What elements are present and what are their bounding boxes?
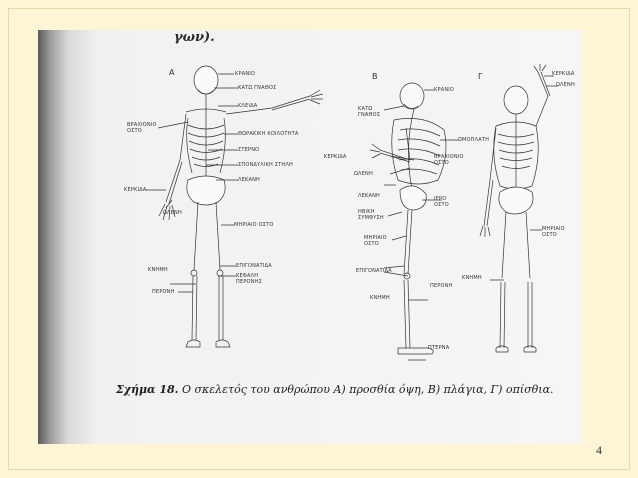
label-kleida: ΚΛΕΙΔΑ <box>238 103 258 109</box>
label-sterno: ΣΤΕΡΝΟ <box>238 147 260 153</box>
scanned-figure <box>38 30 582 444</box>
label-b-epigonatida: ΕΠΙΓΟΝΑΤΙΔΑ <box>356 268 392 274</box>
label-c-kerkida: ΚΕΡΚΙΔΑ <box>552 71 575 77</box>
label-kefali-peronis: ΚΕΦΑΛΗ ΠΕΡΟΝΗΣ <box>236 273 262 285</box>
label-thorakiki: ΘΩΡΑΚΙΚΗ ΚΟΙΛΟΤΗΤΑ <box>238 131 299 137</box>
label-b-olevi: ΩΛΕΝΗ <box>354 171 373 177</box>
header-fragment: γων). <box>174 30 215 45</box>
view-letter-c: Γ <box>478 72 483 81</box>
label-b-miriaio: ΜΗΡΙΑΙΟ ΟΣΤΟ <box>364 235 387 247</box>
label-peroni: ΠΕΡΟΝΗ <box>152 289 175 295</box>
label-b-knimi: ΚΝΗΜΗ <box>370 295 390 301</box>
label-lekani: ΛΕΚΑΝΗ <box>238 177 260 183</box>
label-b-ivik: ΗΒΙΚΗ ΣΥΜΦΥΣΗ <box>358 209 384 221</box>
label-b-omoplati: ΩΜΟΠΛΑΤΗ <box>458 137 490 143</box>
label-kranio: ΚΡΑΝΙΟ <box>235 71 256 77</box>
label-spondyliki: ΣΠΟΝΔΥΛΙΚΗ ΣΤΗΛΗ <box>238 162 293 168</box>
label-b-vrachionio: ΒΡΑΧΙΟΝΙΟ ΟΣΤΟ <box>434 154 464 166</box>
label-epigonatida: ΕΠΙΓΟΝΑΤΙΔΑ <box>236 263 272 269</box>
skeleton-illustration <box>38 30 582 444</box>
label-b-kato-gnathos: ΚΑΤΩ ΓΝΑΘΟΣ <box>358 106 381 118</box>
label-c-miriaio: ΜΗΡΙΑΙΟ ΟΣΤΟ <box>542 226 565 238</box>
label-b-peroni: ΠΕΡΟΝΗ <box>430 283 453 289</box>
label-c-knimi: ΚΝΗΜΗ <box>462 275 482 281</box>
label-olevi: ΩΛΕΝΗ <box>163 210 182 216</box>
label-kerkida: ΚΕΡΚΙΔΑ <box>124 187 147 193</box>
label-miriaio: ΜΗΡΙΑΙΟ ΟΣΤΟ <box>234 222 274 228</box>
skeleton-front <box>146 66 323 347</box>
label-b-kerkida: ΚΕΡΚΙΔΑ <box>324 154 347 160</box>
skeleton-back <box>480 64 558 352</box>
skeleton-side <box>370 83 458 360</box>
page-number: 4 <box>596 443 602 457</box>
caption-label: Σχήμα 18. <box>116 383 179 396</box>
view-letter-b: B <box>372 72 378 81</box>
figure-caption <box>116 383 554 396</box>
caption-text: Ο σκελετός του ανθρώπου Α) προσθία όψη, Β) πλάγια, Γ) οπίσθια. <box>178 383 554 396</box>
label-b-iero: ΙΕΡΟ ΟΣΤΟ <box>434 196 449 208</box>
label-vrachionio: ΒΡΑΧΙΟΝΙΟ ΟΣΤΟ <box>127 122 157 134</box>
label-b-kranio: ΚΡΑΝΙΟ <box>434 87 455 93</box>
label-c-olevi: ΩΛΕΝΗ <box>556 82 575 88</box>
label-kato-gnathos: ΚΑΤΩ ΓΝΑΘΟΣ <box>238 85 277 91</box>
view-letter-a: A <box>169 68 175 77</box>
label-b-lekani: ΛΕΚΑΝΗ <box>358 193 380 199</box>
label-knimi: ΚΝΗΜΗ <box>148 267 168 273</box>
label-b-pterna: ΠΤΕΡΝΑ <box>428 345 450 351</box>
